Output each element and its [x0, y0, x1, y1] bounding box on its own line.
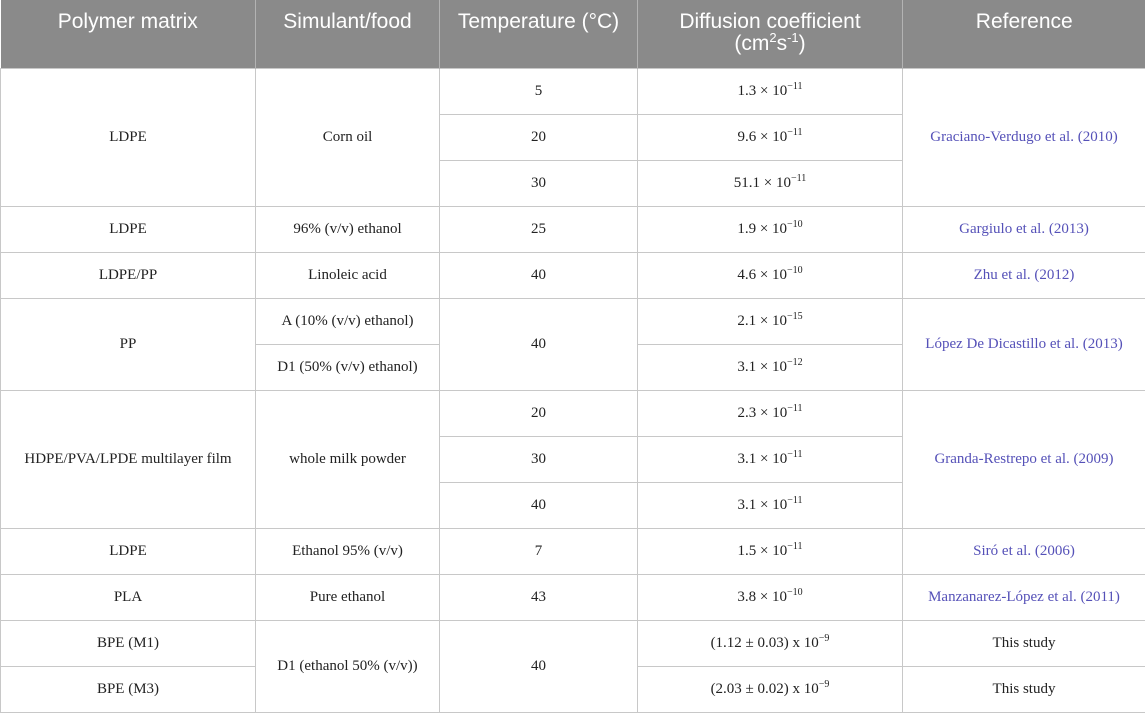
simulant-cell: D1 (ethanol 50% (v/v))	[256, 621, 440, 713]
simulant-cell: Corn oil	[256, 69, 440, 207]
coefficient-exponent: −9	[819, 633, 830, 644]
unit-exp-2: -1	[787, 30, 799, 45]
table-row	[1, 253, 1145, 299]
temperature-cell: 20	[440, 391, 638, 437]
simulant-cell: Ethanol 95% (v/v)	[256, 529, 440, 575]
coefficient-cell	[638, 115, 903, 161]
coefficient-base: 2.1 × 10	[737, 313, 787, 329]
coefficient-exponent: −11	[791, 173, 806, 184]
matrix-cell: LDPE	[1, 529, 256, 575]
coefficient-base: 3.8 × 10	[737, 589, 787, 605]
table-row	[1, 391, 1145, 437]
temperature-cell: 7	[440, 529, 638, 575]
header-temperature-text: Temperature (°C)	[446, 0, 631, 33]
matrix-cell: LDPE	[1, 69, 256, 207]
coefficient-base: 3.1 × 10	[738, 451, 788, 467]
simulant-cell: Pure ethanol	[256, 575, 440, 621]
reference-link[interactable]: Siró et al. (2006)	[903, 529, 1145, 575]
unit-exp-1: 2	[769, 30, 776, 45]
temperature-cell: 40	[440, 483, 638, 529]
coefficient-cell	[638, 483, 903, 529]
matrix-cell: LDPE	[1, 207, 256, 253]
coefficient-base: (2.03 ± 0.02) x 10	[711, 681, 819, 697]
header-diffusion-coefficient	[638, 0, 903, 69]
coefficient-cell	[638, 529, 903, 575]
reference-link[interactable]: Manzanarez-López et al. (2011)	[903, 575, 1145, 621]
coefficient-cell	[638, 345, 903, 391]
header-reference	[903, 0, 1145, 69]
coefficient-base: 2.3 × 10	[738, 405, 788, 421]
coefficient-cell	[638, 437, 903, 483]
reference-link[interactable]: López De Dicastillo et al. (2013)	[903, 299, 1145, 391]
matrix-cell: LDPE/PP	[1, 253, 256, 299]
unit-close: )	[799, 32, 806, 55]
header-reference-text: Reference	[909, 0, 1140, 33]
coefficient-base: 4.6 × 10	[737, 267, 787, 283]
coefficient-base: 51.1 × 10	[734, 175, 791, 191]
simulant-cell: 96% (v/v) ethanol	[256, 207, 440, 253]
coefficient-cell	[638, 161, 903, 207]
coefficient-base: 1.9 × 10	[737, 221, 787, 237]
matrix-cell: PP	[1, 299, 256, 391]
header-diffusion-unit	[644, 33, 896, 55]
coefficient-base: (1.12 ± 0.03) x 10	[711, 635, 819, 651]
coefficient-exponent: −11	[787, 127, 802, 138]
coefficient-exponent: −10	[787, 265, 803, 276]
temperature-cell: 40	[440, 253, 638, 299]
unit-open: (cm	[734, 32, 769, 55]
coefficient-base: 9.6 × 10	[738, 129, 788, 145]
coefficient-exponent: −10	[787, 219, 803, 230]
reference-link[interactable]: Granda-Restrepo et al. (2009)	[903, 391, 1145, 529]
matrix-cell: BPE (M1)	[1, 621, 256, 667]
temperature-cell: 40	[440, 621, 638, 713]
coefficient-cell	[638, 207, 903, 253]
header-simulant-food	[256, 0, 440, 69]
table-row	[1, 575, 1145, 621]
coefficient-base: 1.5 × 10	[738, 543, 788, 559]
simulant-cell: D1 (50% (v/v) ethanol)	[256, 345, 440, 391]
header-temperature	[440, 0, 638, 69]
coefficient-cell	[638, 69, 903, 115]
coefficient-base: 3.1 × 10	[738, 497, 788, 513]
reference-link[interactable]: Graciano-Verdugo et al. (2010)	[903, 69, 1145, 207]
reference-cell: This study	[903, 667, 1145, 713]
coefficient-cell	[638, 253, 903, 299]
coefficient-exponent: −11	[787, 541, 802, 552]
coefficient-exponent: −11	[787, 449, 802, 460]
coefficient-exponent: −15	[787, 311, 803, 322]
coefficient-exponent: −12	[787, 357, 803, 368]
coefficient-exponent: −11	[787, 495, 802, 506]
coefficient-exponent: −9	[819, 679, 830, 690]
coefficient-cell	[638, 299, 903, 345]
coefficient-base: 1.3 × 10	[738, 83, 788, 99]
header-polymer-matrix-text: Polymer matrix	[7, 0, 250, 33]
coefficient-cell	[638, 391, 903, 437]
temperature-cell: 43	[440, 575, 638, 621]
header-diffusion-main: Diffusion coefficient	[644, 11, 896, 33]
simulant-cell: A (10% (v/v) ethanol)	[256, 299, 440, 345]
temperature-cell: 25	[440, 207, 638, 253]
coefficient-exponent: −10	[787, 587, 803, 598]
unit-s: s	[777, 32, 788, 55]
temperature-cell: 20	[440, 115, 638, 161]
simulant-cell: Linoleic acid	[256, 253, 440, 299]
header-simulant-food-text: Simulant/food	[262, 0, 433, 33]
temperature-cell: 5	[440, 69, 638, 115]
temperature-cell: 40	[440, 299, 638, 391]
table-row	[1, 621, 1145, 667]
coefficient-exponent: −11	[787, 81, 802, 92]
coefficient-cell	[638, 667, 903, 713]
matrix-cell: BPE (M3)	[1, 667, 256, 713]
table-row	[1, 529, 1145, 575]
table-row	[1, 69, 1145, 115]
matrix-cell: HDPE/PVA/LPDE multilayer film	[1, 391, 256, 529]
header-polymer-matrix	[1, 0, 256, 69]
coefficient-exponent: −11	[787, 403, 802, 414]
matrix-cell: PLA	[1, 575, 256, 621]
coefficient-base: 3.1 × 10	[737, 359, 787, 375]
reference-cell: This study	[903, 621, 1145, 667]
reference-link[interactable]: Zhu et al. (2012)	[903, 253, 1145, 299]
temperature-cell: 30	[440, 161, 638, 207]
reference-link[interactable]: Gargiulo et al. (2013)	[903, 207, 1145, 253]
temperature-cell: 30	[440, 437, 638, 483]
table-row	[1, 207, 1145, 253]
header-row	[1, 0, 1145, 69]
coefficient-cell	[638, 575, 903, 621]
table-row	[1, 299, 1145, 345]
simulant-cell: whole milk powder	[256, 391, 440, 529]
coefficient-cell	[638, 621, 903, 667]
